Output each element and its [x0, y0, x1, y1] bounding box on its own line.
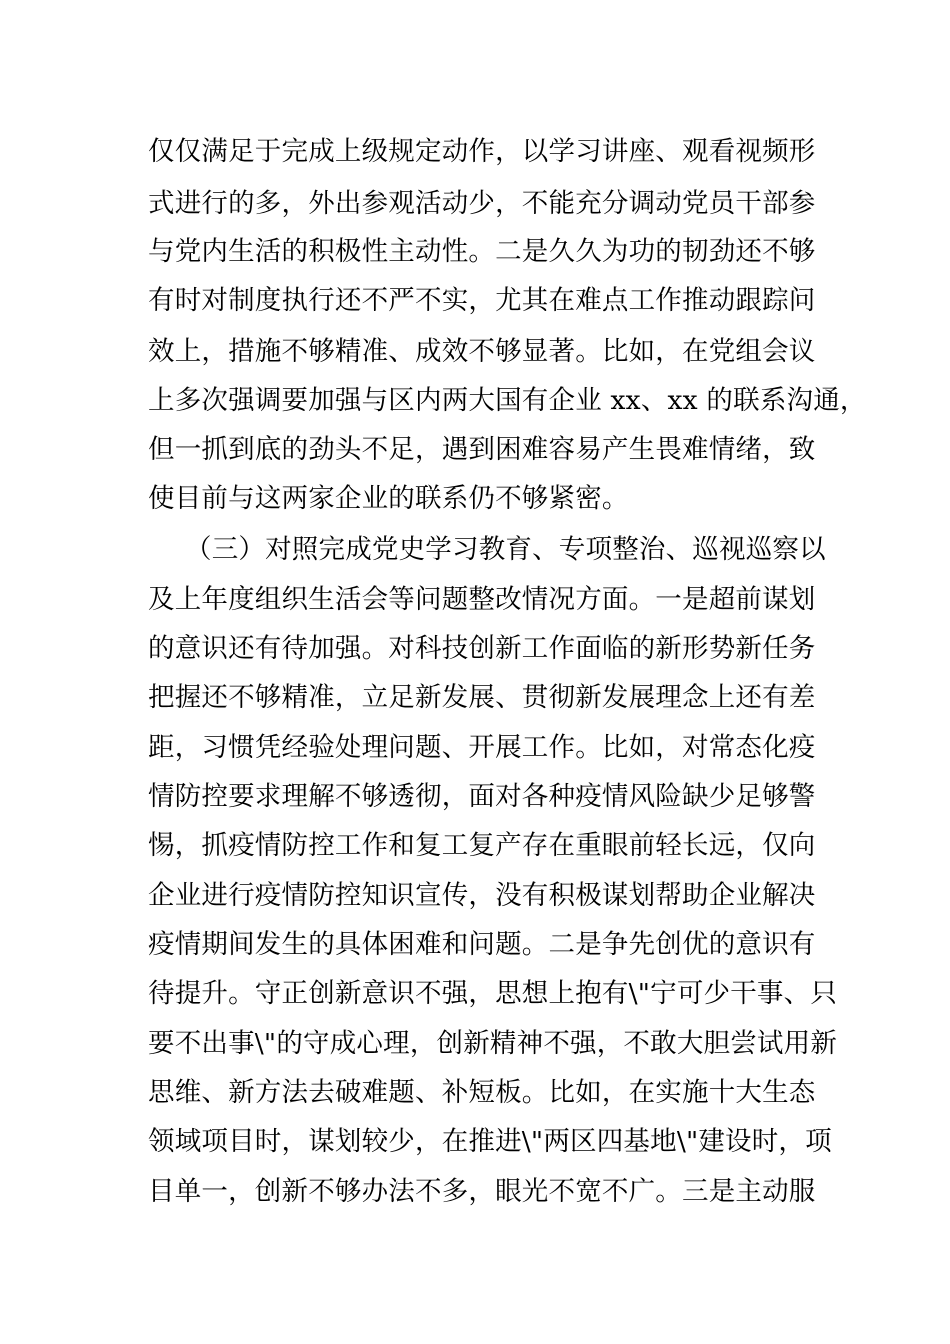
text-line: 把握还不够精准，立足新发展、贯彻新发展理念上还有差 — [148, 682, 816, 713]
text-line: 但一抓到底的劲头不足，遇到困难容易产生畏难情绪，致 — [148, 434, 816, 465]
text-line: 式进行的多，外出参观活动少，不能充分调动党员干部参 — [148, 188, 816, 219]
text-line: 仅仅满足于完成上级规定动作，以学习讲座、观看视频形 — [148, 136, 816, 167]
text-line: 目单一，创新不够办法不多，眼光不宽不广。三是主动服 — [148, 1176, 816, 1207]
text-line: 思维、新方法去破难题、补短板。比如，在实施十大生态 — [148, 1077, 816, 1108]
text-line: 企业进行疫情防控知识宣传，没有积极谋划帮助企业解决 — [148, 880, 816, 911]
text-line: 要不出事\"的守成心理，创新精神不强，不敢大胆尝试用新 — [148, 1028, 838, 1059]
text-line: 疫情期间发生的具体困难和问题。二是争先创优的意识有 — [148, 929, 816, 960]
text-line: 待提升。守正创新意识不强，思想上抱有\"宁可少干事、只 — [148, 978, 838, 1009]
text-line: 有时对制度执行还不严不实，尤其在难点工作推动跟踪问 — [148, 285, 816, 316]
text-line: 领域项目时，谋划较少，在推进\"两区四基地\"建设时，项 — [148, 1126, 832, 1157]
text-line: 效上，措施不够精准、成效不够显著。比如，在党组会议 — [148, 336, 816, 367]
paragraph-heading-line: （三）对照完成党史学习教育、专项整治、巡视巡察以 — [185, 534, 826, 565]
text-line: 与党内生活的积极性主动性。二是久久为功的韧劲还不够 — [148, 236, 816, 267]
text-line: 及上年度组织生活会等问题整改情况方面。一是超前谋划 — [148, 584, 816, 615]
text-line: 上多次强调要加强与区内两大国有企业 xx、xx 的联系沟通， — [148, 385, 867, 416]
text-line: 惕，抓疫情防控工作和复工复产存在重眼前轻长远，仅向 — [148, 830, 816, 861]
text-line-last: 使目前与这两家企业的联系仍不够紧密。 — [148, 483, 629, 514]
text-line: 距，习惯凭经验处理问题、开展工作。比如，对常态化疫 — [148, 732, 816, 763]
text-line: 情防控要求理解不够透彻，面对各种疫情风险缺少足够警 — [148, 781, 816, 812]
text-line: 的意识还有待加强。对科技创新工作面临的新形势新任务 — [148, 633, 816, 664]
